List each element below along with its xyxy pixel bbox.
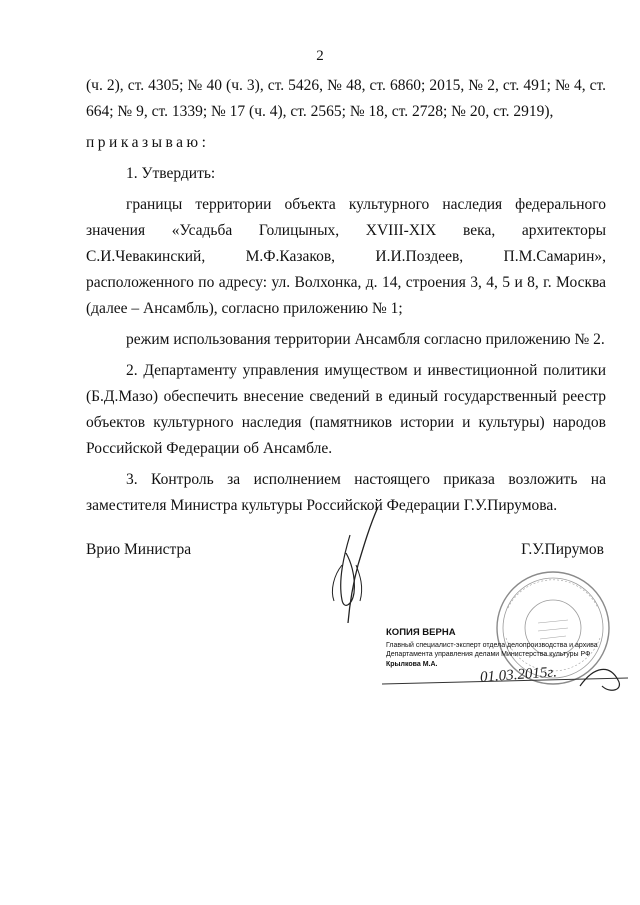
document-body	[86, 73, 606, 524]
paragraph-legal-references: (ч. 2), ст. 4305; № 40 (ч. 3), ст. 5426, № 48, ст. 6860; 2015, № 2, ст. 491; № 4, ст. 664; № 9, ст. 1339; № 17 (ч. 4), ст. 2565; № 18, ст. 2728; № 20, ст. 2919),	[86, 77, 606, 120]
copy-certification-department: Департамента управления делами Министерства культуры РФ	[386, 651, 591, 658]
paragraph-order-word: приказываю:	[86, 134, 210, 151]
handwritten-signature	[320, 505, 390, 635]
copy-certification-date: 01.03.2015г.	[479, 664, 558, 686]
signatory-name: Г.У.Пирумов	[521, 541, 604, 558]
paragraph-item-1-heading: 1. Утвердить:	[126, 165, 216, 182]
paragraph-territory-boundaries: границы территории объекта культурного наследия федерального значения «Усадьба Голицыных, XVIII-XIX века, архитекторы С.И.Чевакинский, М.Ф.Казаков, И.И.Поздеев, П.М.Самарин», расположенного по адресу: ул. Волхонка, д. 14, строения 3, 4, 5 и 8, г. Москва (далее – Ансамбль), согласно приложению № 1;	[86, 196, 606, 317]
paragraph-item-3: 3. Контроль за исполнением настоящего приказа возложить на заместителя Министра культуры Российской Федерации Г.У.Пирумова.	[86, 471, 606, 514]
paragraph-usage-regime: режим использования территории Ансамбля согласно приложению № 2.	[126, 331, 605, 348]
signatory-position: Врио Министра	[86, 541, 192, 558]
copy-certification-title: КОПИЯ ВЕРНА	[386, 627, 456, 638]
copy-certification-name: Крылкова М.А.	[386, 660, 438, 668]
page-number: 2	[316, 48, 324, 64]
copy-certification-position: Главный специалист-эксперт отдела делопроизводства и архива	[386, 641, 598, 649]
paragraph-item-2: 2. Департаменту управления имуществом и инвестиционной политики (Б.Д.Мазо) обеспечить внесение сведений в единый государственный реестр объектов культурного наследия (памятников истории и культуры) народов Российской Федерации об Ансамбле.	[86, 362, 606, 457]
